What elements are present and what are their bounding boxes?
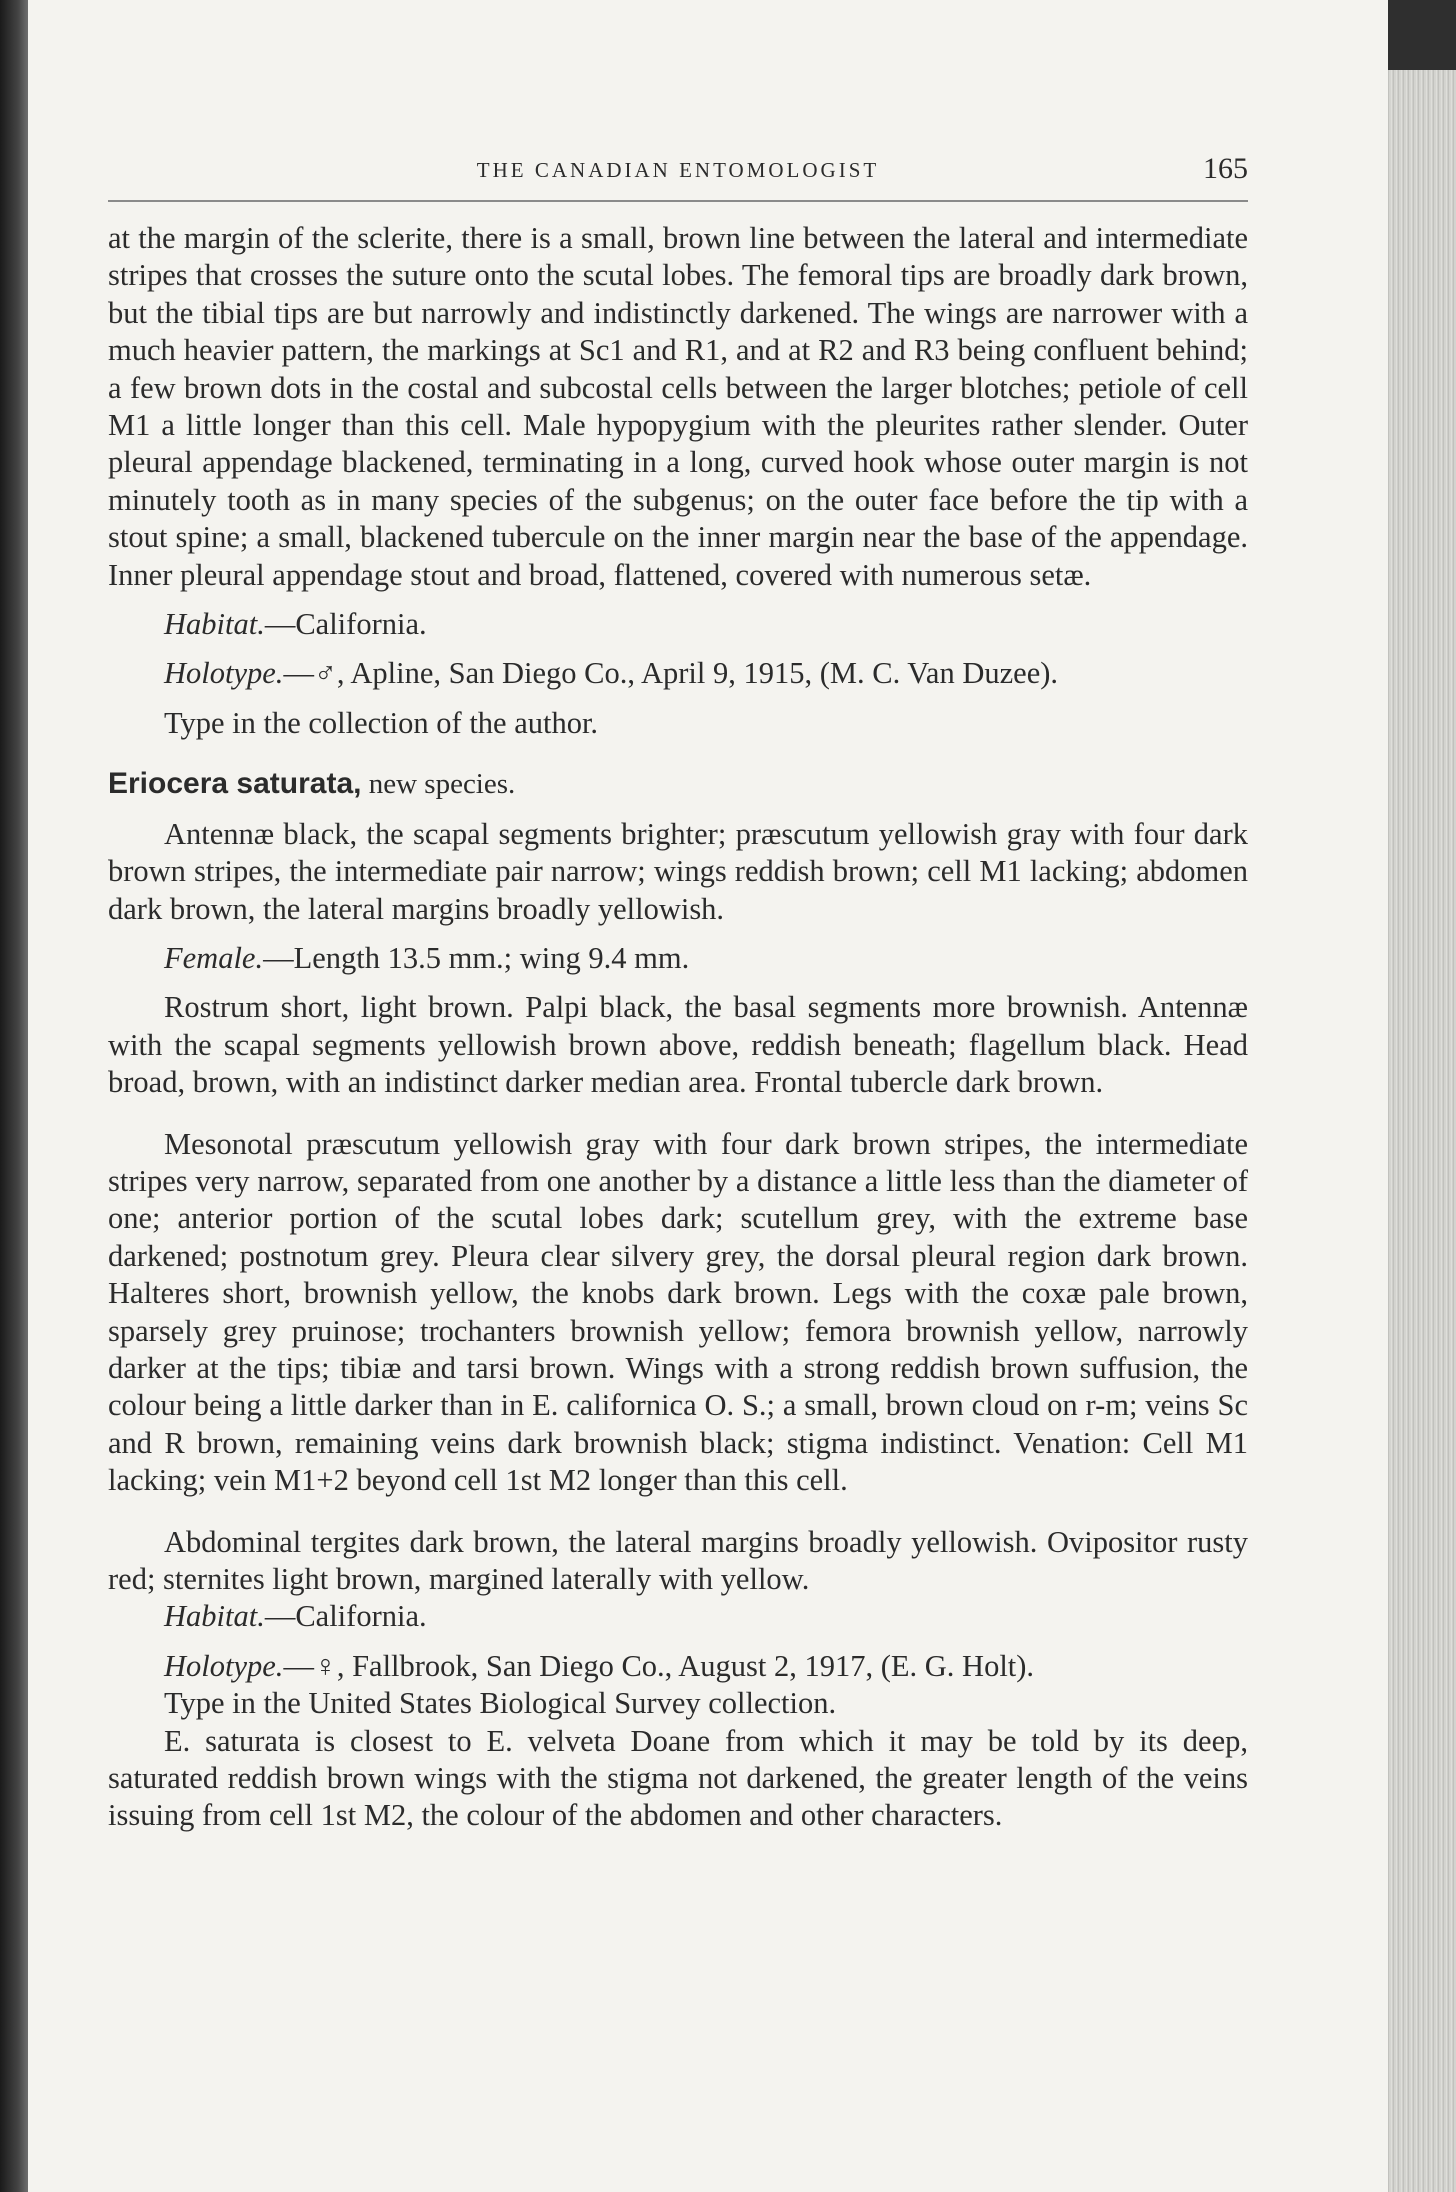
holotype-label-2: Holotype. bbox=[164, 1648, 284, 1683]
holotype-value-2: —♀, Fallbrook, San Diego Co., August 2, 1917, (E. G. Holt). bbox=[283, 1648, 1035, 1683]
habitat-label: Habitat. bbox=[164, 607, 265, 642]
holotype-value: —♂, Apline, San Diego Co., April 9, 1915, (M. C. Van Duzee). bbox=[283, 656, 1059, 691]
female-label: Female. bbox=[164, 940, 264, 975]
type-line: Type in the collection of the author. bbox=[164, 705, 599, 740]
species-name: Eriocera saturata, bbox=[108, 767, 362, 801]
habitat-line bbox=[108, 606, 1248, 643]
species-heading bbox=[108, 764, 1248, 803]
habitat-label-2: Habitat. bbox=[164, 1599, 265, 1634]
page-number: 165 bbox=[1203, 152, 1248, 185]
holotype-line bbox=[108, 655, 1248, 692]
journal-title: THE CANADIAN ENTOMOLOGIST bbox=[476, 158, 880, 182]
scan-shadow bbox=[0, 0, 30, 2192]
comparison-paragraph: E. saturata is closest to E. velveta Doane from which it may be told by its deep, saturated reddish brown wings with the stigma not darkened, the greater length of the veins issuing from cell 1st M2, the colour of the abdomen and other characters. bbox=[108, 1723, 1248, 1833]
book-page bbox=[28, 0, 1388, 2192]
species-note: new species. bbox=[361, 768, 516, 801]
habitat-line-2 bbox=[108, 1598, 1248, 1635]
head-paragraph: Rostrum short, light brown. Palpi black, the basal segments more brownish. Antennæ with the scapal segments yellowish brown above, reddish beneath; flagellum black. Head broad, brown, with an indistinct darker median area. Frontal tubercle dark brown. bbox=[108, 990, 1248, 1100]
holotype-label: Holotype. bbox=[164, 656, 284, 691]
female-line bbox=[108, 940, 1248, 977]
female-value: —Length 13.5 mm.; wing 9.4 mm. bbox=[263, 940, 690, 975]
type-line-2: Type in the United States Biological Survey collection. bbox=[164, 1686, 837, 1721]
thorax-paragraph: Mesonotal præscutum yellowish gray with four dark brown stripes, the intermediate stripes very narrow, separated from one another by a distance a little less than the diameter of one; anterior portion of the scutal lobes dark; scutellum grey, with the extreme base darkened; postnotum grey. Pleura clear silvery grey, the dorsal pleural region dark brown. Halteres short, brownish yellow, the knobs dark brown. Legs with the coxæ pale brown, sparsely grey pruinose; trochanters brownish yellow; femora brownish yellow, narrowly darker at the tips; tibiæ and tarsi brown. Wings with a strong reddish brown suffusion, the colour being a little darker than in E. californica O. S.; a small, brown cloud on r-m; veins Sc and R brown, remaining veins dark brownish black; stigma indistinct. Venation: Cell M1 lacking; vein M1+2 beyond cell 1st M2 longer than this cell. bbox=[108, 1126, 1248, 1498]
habitat-value: —California. bbox=[264, 607, 427, 642]
running-header bbox=[108, 150, 1248, 202]
habitat-value-2: —California. bbox=[264, 1599, 427, 1634]
holotype-line-2 bbox=[108, 1648, 1248, 1685]
paragraph-continuation: at the margin of the sclerite, there is a small, brown line between the lateral and intermediate stripes that crosses the suture onto the scutal lobes. The femoral tips are broadly dark brown, but the tibial tips are but narrowly and indistinctly darkened. The wings are narrower with a much heavier pattern, the markings at Sc1 and R1, and at R2 and R3 being confluent behind; a few brown dots in the costal and subcostal cells between the larger blotches; petiole of cell M1 a little longer than this cell. Male hypopygium with the pleurites rather slender. Outer pleural appendage blackened, terminating in a long, curved hook whose outer margin is not minutely tooth as in many species of the subgenus; on the outer face before the tip with a stout spine; a small, blackened tubercule on the inner margin near the base of the appendage. Inner pleural appendage stout and broad, flattened, covered with numerous setæ. bbox=[108, 221, 1248, 592]
abdomen-paragraph: Abdominal tergites dark brown, the lateral margins broadly yellowish. Ovipositor rusty red; sternites light brown, margined laterally with yellow. bbox=[108, 1524, 1248, 1596]
diagnosis-paragraph: Antennæ black, the scapal segments brighter; præscutum yellowish gray with four dark brown stripes, the intermediate pair narrow; wings reddish brown; cell M1 lacking; abdomen dark brown, the lateral margins broadly yellowish. bbox=[108, 816, 1248, 926]
page-content bbox=[108, 150, 1248, 1835]
